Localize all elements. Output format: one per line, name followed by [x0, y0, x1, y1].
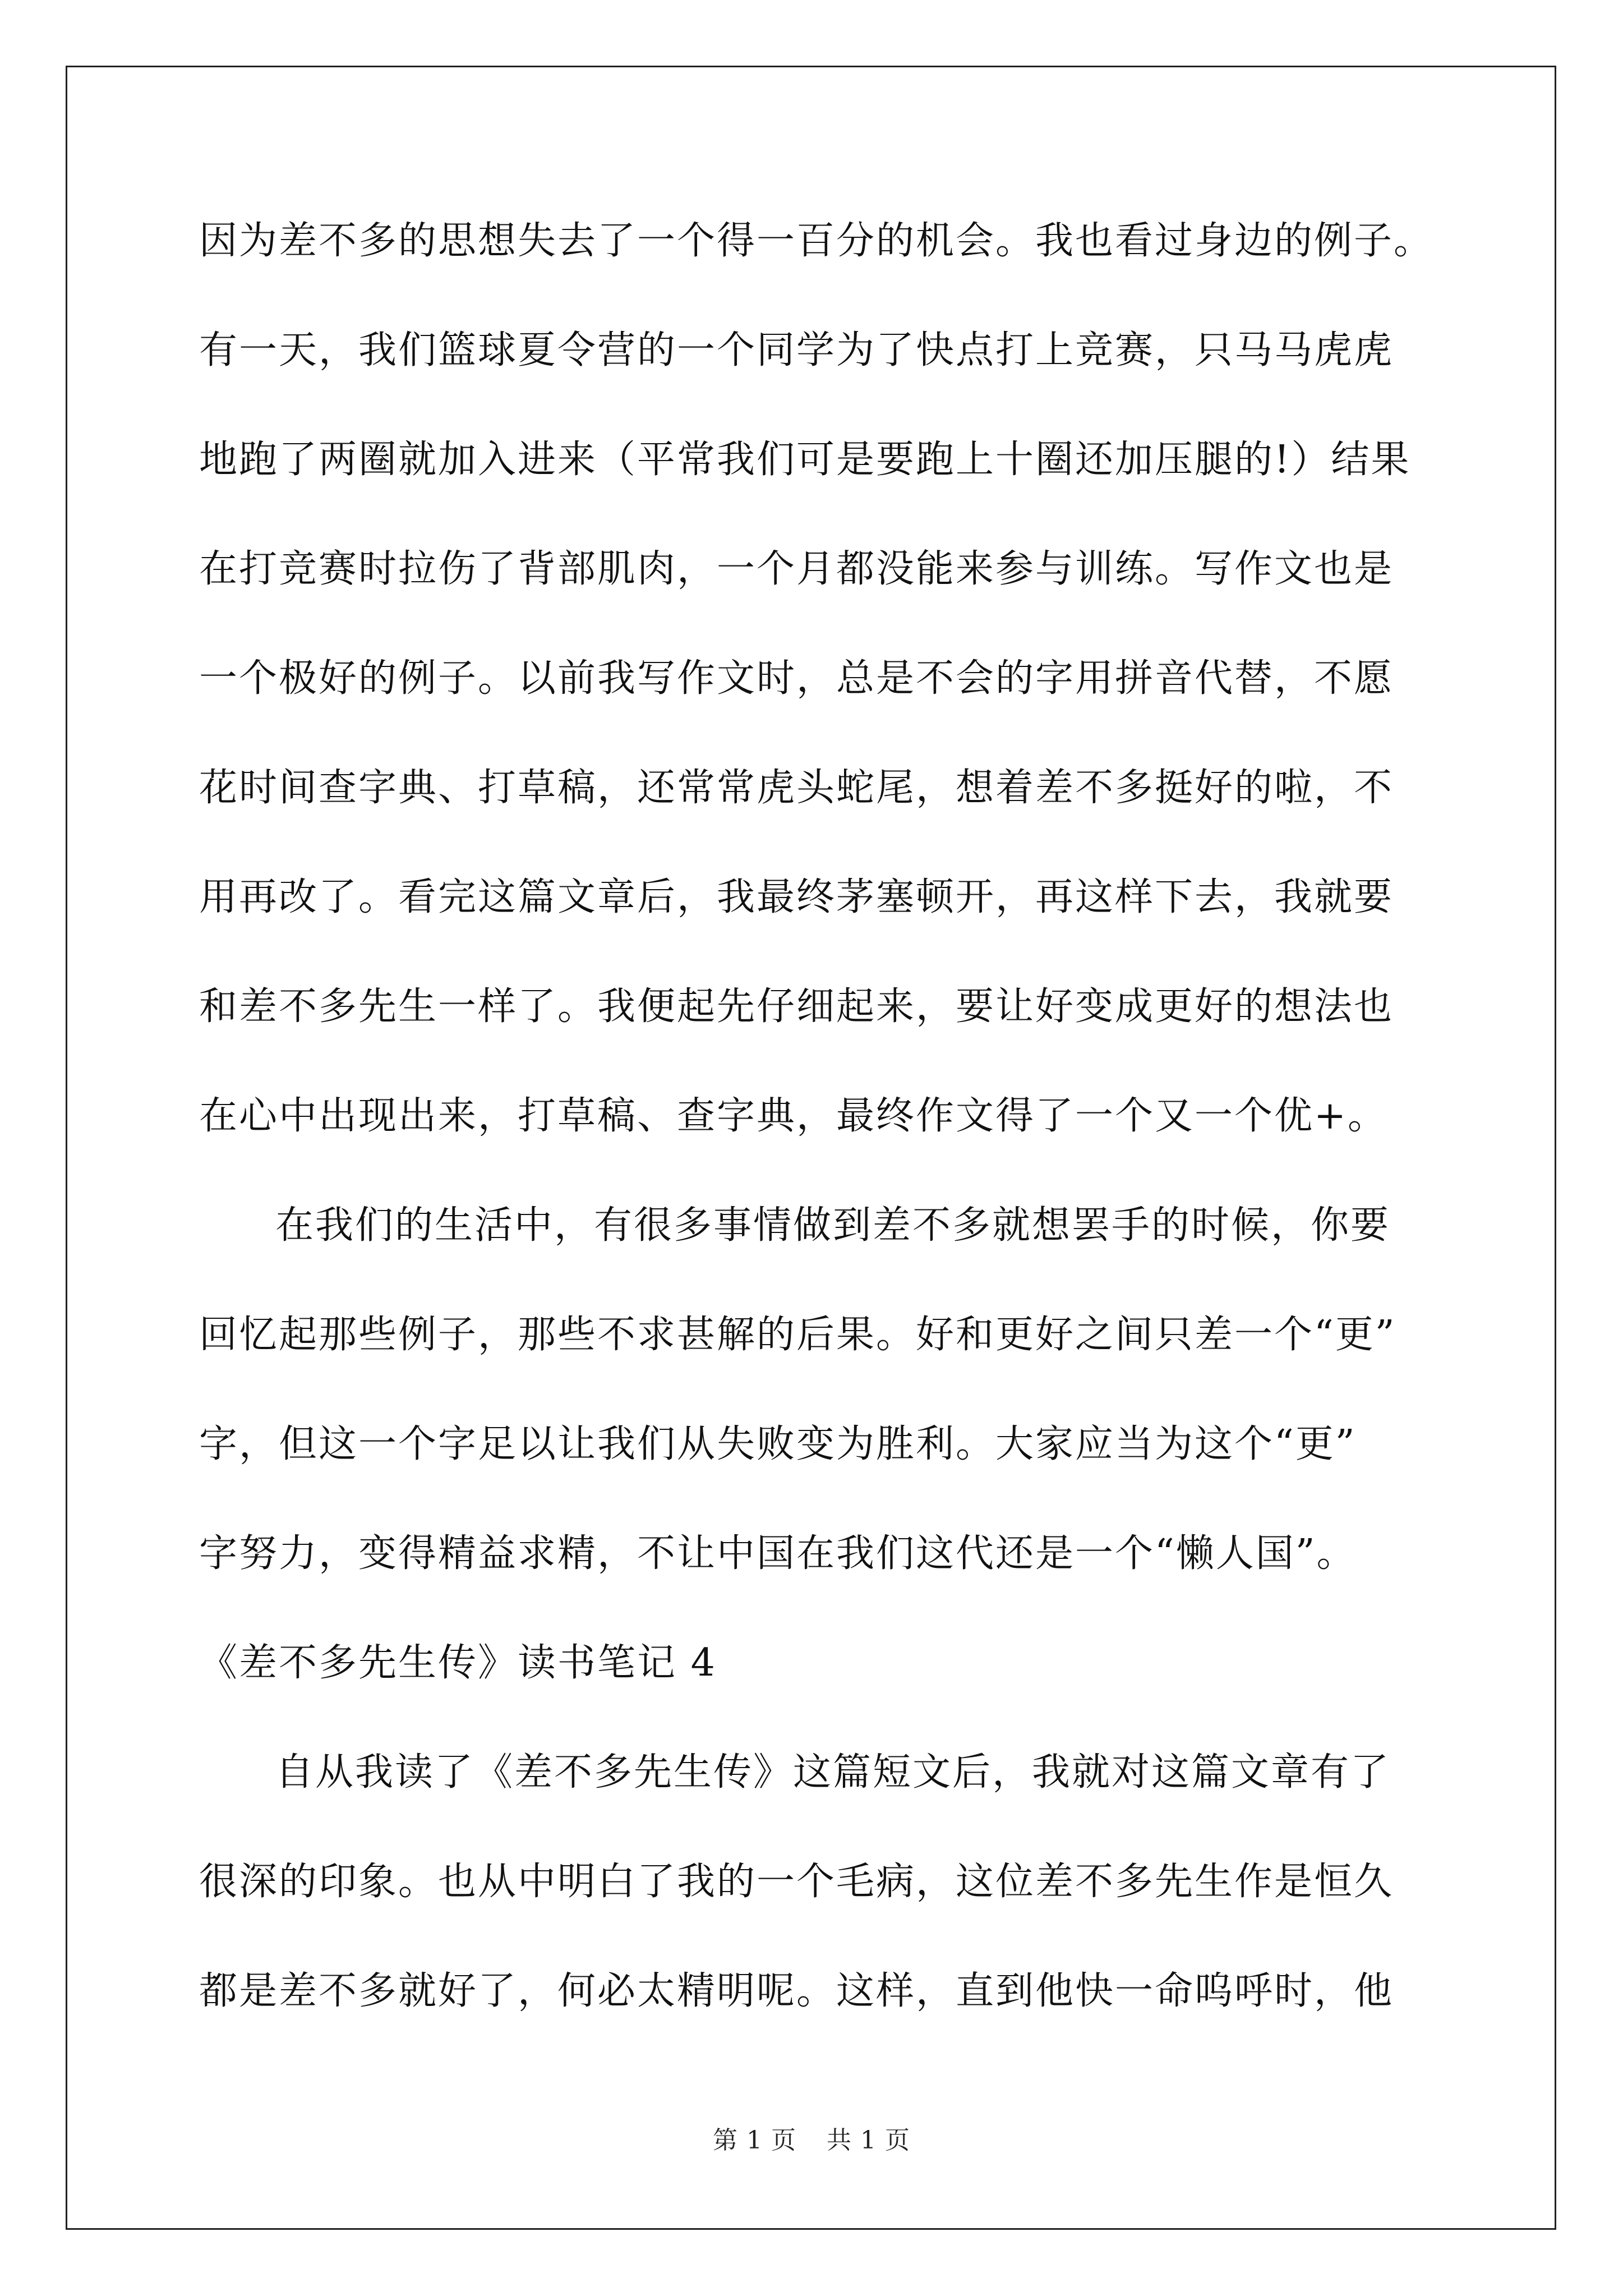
text-line: 因为差不多的思想失去了一个得一百分的机会。我也看过身边的例子。: [199, 219, 1434, 263]
text-line: 花时间查字典、打草稿，还常常虎头蛇尾，想着差不多挺好的啦，不: [199, 766, 1394, 810]
text-line: 一个极好的例子。以前我写作文时，总是不会的字用拼音代替，不愿: [199, 656, 1394, 701]
text-line: 和差不多先生一样了。我便起先仔细起来，要让好变成更好的想法也: [199, 984, 1394, 1029]
paragraph-start-line: 在我们的生活中，有很多事情做到差不多就想罢手的时候，你要: [275, 1203, 1391, 1248]
text-line: 很深的印象。也从中明白了我的一个毛病，这位差不多先生作是恒久: [199, 1860, 1394, 1904]
text-line: 字努力，变得精益求精，不让中国在我们这代还是一个“懒人国”。: [199, 1531, 1357, 1576]
paragraph-start-line: 自从我读了《差不多先生传》这篇短文后，我就对这篇文章有了: [275, 1750, 1391, 1795]
text-line: 在打竞赛时拉伤了背部肌肉，一个月都没能来参与训练。写作文也是: [199, 547, 1394, 591]
text-line: 字，但这一个字足以让我们从失败变为胜利。大家应当为这个“更”: [199, 1422, 1357, 1466]
page-footer: [0, 2124, 1623, 2157]
text-line: 地跑了两圈就加入进来（平常我们可是要跑上十圈还加压腿的!）结果: [199, 438, 1411, 482]
page-number-total: 共 1 页: [827, 2126, 910, 2155]
section-heading: 《差不多先生传》读书笔记 4: [199, 1641, 717, 1685]
text-line: 回忆起那些例子，那些不求甚解的后果。好和更好之间只差一个“更”: [199, 1313, 1396, 1357]
text-line: 有一天，我们篮球夏令营的一个同学为了快点打上竞赛，只马马虎虎: [199, 328, 1394, 372]
text-line: 用再改了。看完这篇文章后，我最终茅塞顿开，再这样下去，我就要: [199, 875, 1394, 919]
text-line: 在心中出现出来，打草稿、查字典，最终作文得了一个又一个优+。: [199, 1094, 1387, 1138]
text-line: 都是差不多就好了，何必太精明呢。这样，直到他快一命呜呼时，他: [199, 1969, 1394, 2013]
page-number-current: 第 1 页: [713, 2126, 796, 2155]
